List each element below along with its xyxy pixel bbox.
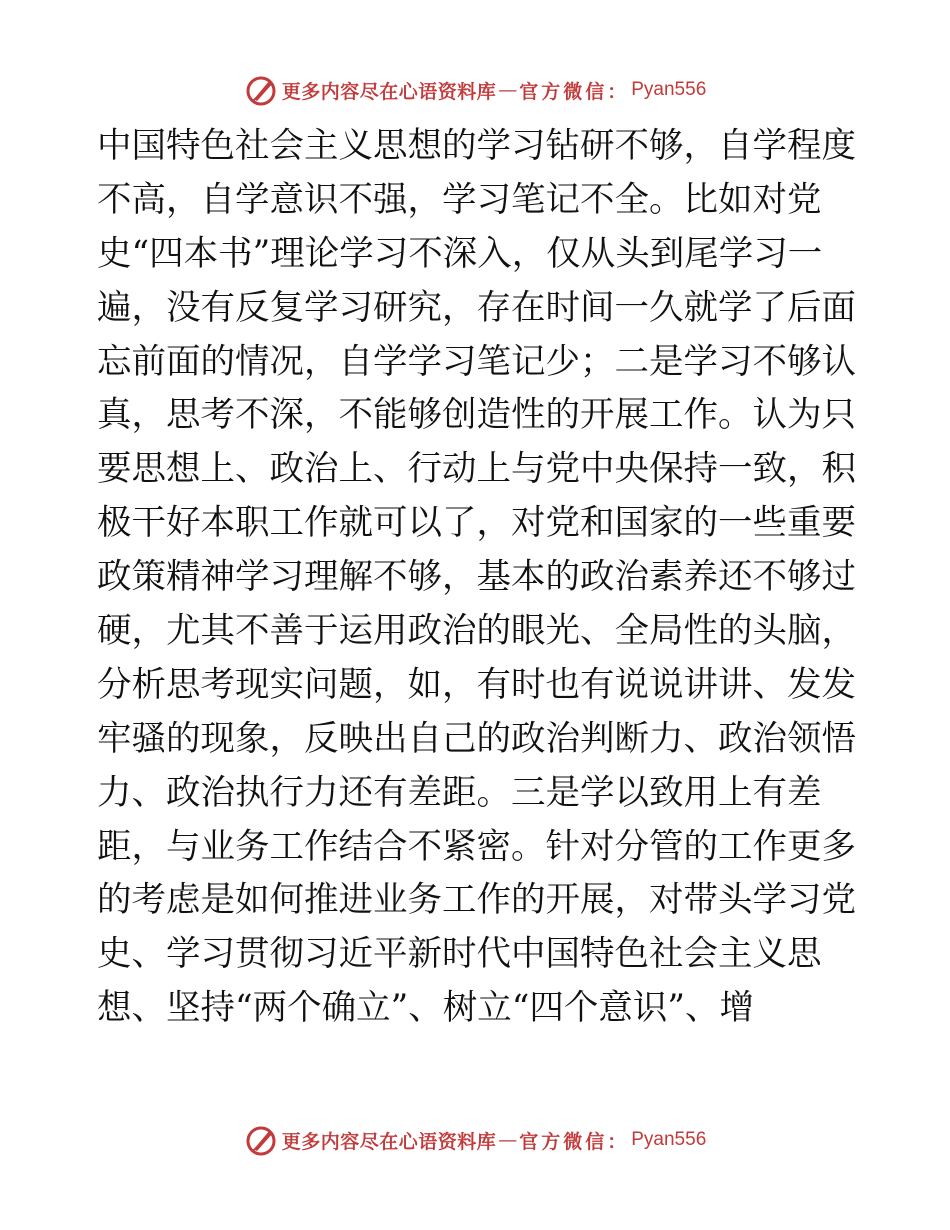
- footer-banner-handle: Pyan556: [631, 1129, 707, 1150]
- text-line: 极干好本职工作就可以了，对党和国家的一些重要: [97, 503, 856, 544]
- text-line: 距，与业务工作结合不紧密。针对分管的工作更多: [97, 826, 856, 867]
- text-line: 遍，没有反复学习研究，存在时间一久就学了后面: [97, 287, 856, 328]
- header-banner-text: 更多内容尽在心语资料库: [281, 80, 497, 103]
- text-line: 分析思考现实问题，如，有时也有说说讲讲、发发: [97, 664, 856, 705]
- quill-pen-logo-icon: [244, 72, 280, 108]
- text-line: 的考虑是如何推进业务工作的开展，对带头学习党: [97, 880, 856, 921]
- text-line: 力、政治执行力还有差距。三是学以致用上有差: [97, 772, 822, 813]
- text-line: 忘前面的情况，自学学习笔记少；二是学习不够认: [97, 341, 856, 382]
- text-line: 史、学习贯彻习近平新时代中国特色社会主义思: [97, 934, 822, 975]
- footer-banner-label: 官方微信：: [519, 1130, 630, 1153]
- header-banner: [0, 70, 950, 110]
- text-line: 不高，自学意识不强，学习笔记不全。比如对党: [97, 179, 822, 220]
- text-line: 硬，尤其不善于运用政治的眼光、全局性的头脑，: [97, 611, 856, 652]
- header-banner-label: 官方微信：: [519, 80, 630, 103]
- text-line: 史“四本书”理论学习不深入，仅从头到尾学习一: [97, 233, 823, 274]
- header-banner-handle: Pyan556: [631, 79, 707, 100]
- text-line: 要思想上、政治上、行动上与党中央保持一致，积: [97, 449, 856, 490]
- text-line: 真，思考不深，不能够创造性的开展工作。认为只: [97, 395, 856, 436]
- quill-pen-logo-icon: [244, 1122, 280, 1158]
- footer-banner: [0, 1120, 950, 1160]
- footer-banner-text: 更多内容尽在心语资料库: [281, 1130, 497, 1153]
- header-banner-separator: —: [498, 79, 518, 101]
- text-line: 中国特色社会主义思想的学习钻研不够，自学程度: [97, 126, 856, 166]
- text-line: 想、坚持“两个确立”、树立“四个意识”、增: [97, 988, 755, 1029]
- text-line: 政策精神学习理解不够，基本的政治素养还不够过: [97, 557, 856, 598]
- text-line: 牢骚的现象，反映出自己的政治判断力、政治领悟: [97, 718, 856, 759]
- footer-banner-separator: —: [498, 1129, 518, 1151]
- document-body: [97, 120, 857, 1036]
